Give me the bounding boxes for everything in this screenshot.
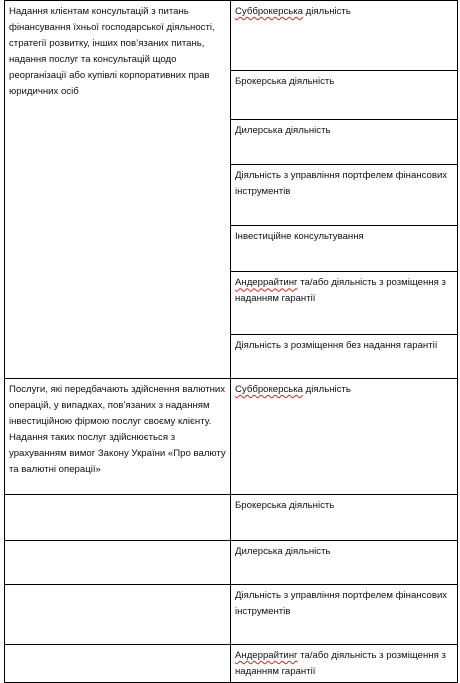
activity-cell xyxy=(231,164,458,225)
empty-cell xyxy=(5,541,231,585)
activity-text: Брокерська діяльність xyxy=(235,76,335,88)
activity-text: та/або діяльність з розміщення з наданням гарантії xyxy=(235,650,446,677)
activity-cell xyxy=(231,71,458,119)
service-description-text: Надання клієнтам консультацій з питань фінансування їхньої господарської діяльності, стратегії розвитку, інших пов’язаних питань, надання послуг та консультацій щодо реорганізації або купівлі корпоративних прав юридичних осіб xyxy=(9,6,215,97)
activity-cell xyxy=(231,585,458,645)
empty-cell xyxy=(5,645,231,683)
activity-cell xyxy=(231,226,458,272)
activity-text-misspelled: Андеррайтинг xyxy=(235,277,298,289)
table-row xyxy=(5,585,458,645)
activity-text-misspelled: Субброкерська xyxy=(235,384,304,395)
empty-cell xyxy=(5,495,231,541)
activity-text: Діяльність з управління портфелем фінансових інструментів xyxy=(235,590,448,617)
empty-cell xyxy=(5,585,231,645)
activity-cell xyxy=(231,379,458,495)
table-row xyxy=(5,541,458,585)
activity-text: Брокерська діяльність xyxy=(235,500,335,511)
table-row xyxy=(5,495,458,541)
activity-cell xyxy=(231,495,458,541)
activity-text: Інвестиційне консультування xyxy=(235,231,364,243)
service-description-cell xyxy=(5,1,231,379)
table-row xyxy=(5,645,458,683)
activity-text: та/або діяльність з розміщення з наданням гарантії xyxy=(235,277,446,305)
activity-text: Діяльність з управління портфелем фінансових інструментів xyxy=(235,169,448,197)
activity-text-misspelled: Андеррайтинг xyxy=(235,650,298,661)
table-row xyxy=(5,379,458,495)
table-row xyxy=(5,1,458,71)
activity-cell xyxy=(231,334,458,378)
activity-text: діяльність xyxy=(303,6,351,17)
activity-cell xyxy=(231,541,458,585)
service-description-text: Послуги, які передбачають здійснення валютних операцій, у випадках, пов’язаних з наданням інвестиційною фірмою послуг своєму клієнту. Надання таких послуг здійснюється з урахуванням вимог Закону України «Про валюту та валютні операції» xyxy=(9,384,226,475)
activity-text-misspelled: Субброкерська xyxy=(235,6,304,17)
activity-cell xyxy=(231,119,458,164)
activity-text: Діяльність з розміщення без надання гарантії xyxy=(235,339,438,351)
activity-cell xyxy=(231,1,458,71)
activity-cell xyxy=(231,272,458,334)
activity-text: Дилерська діяльність xyxy=(235,546,331,557)
services-table xyxy=(4,0,458,683)
activity-text: діяльність xyxy=(303,384,351,395)
service-description-cell xyxy=(5,379,231,495)
activity-cell xyxy=(231,645,458,683)
activity-text: Дилерська діяльність xyxy=(235,124,331,136)
